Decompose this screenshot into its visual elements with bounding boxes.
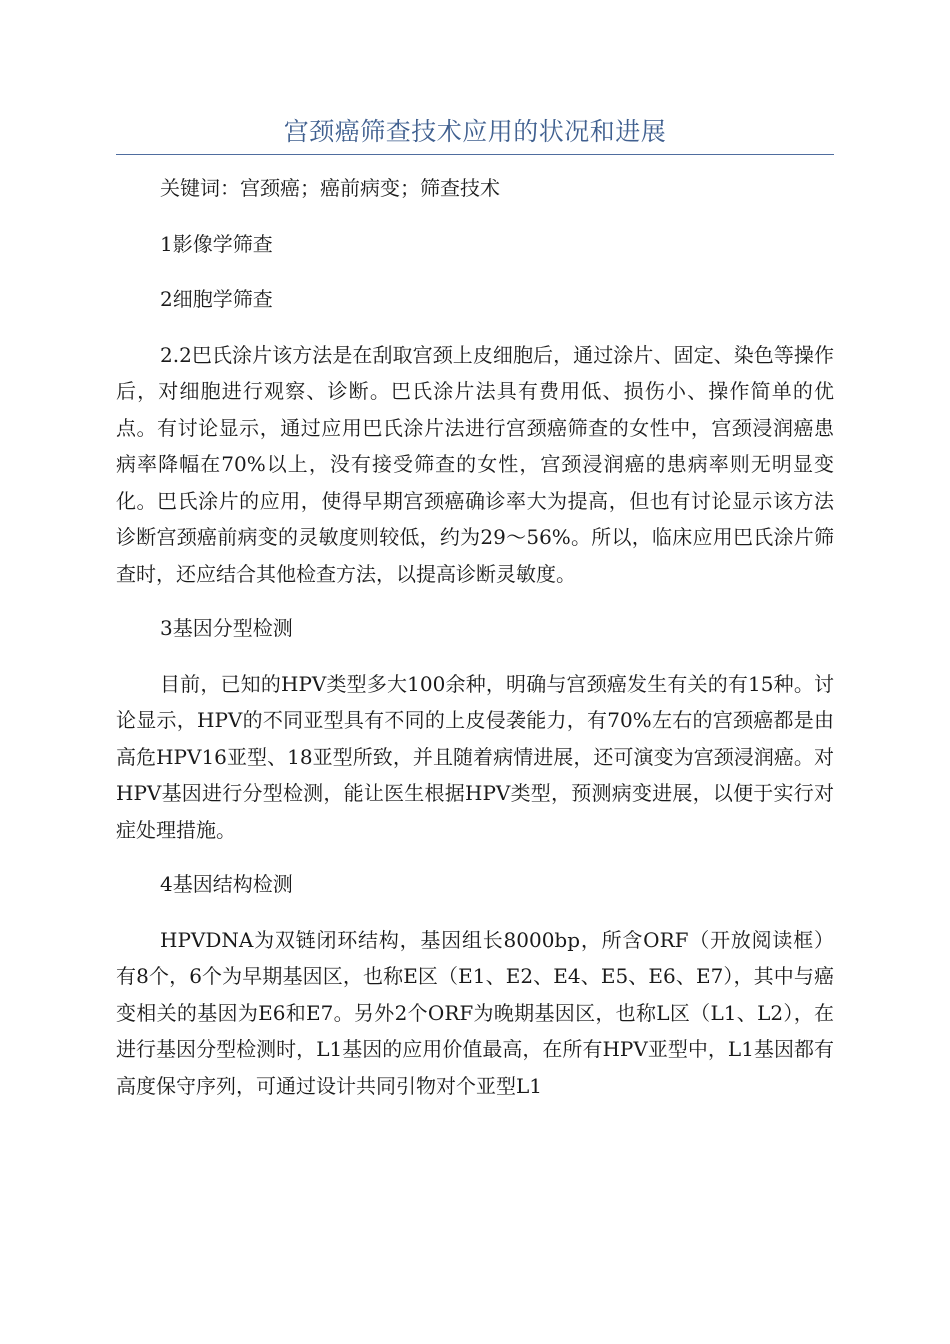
body-paragraph: HPVDNA为双链闭环结构，基因组长8000bp，所含ORF（开放阅读框）有8个，6个为早期基因区，也称E区（E1、E2、E4、E5、E6、E7），其中与癌变相关的基因为E6和E7。另外2个ORF为晚期基因区，也称L区（L1、L2），在进行基因分型检测时，L1基因的应用价值最高，在所有HPV亚型中，L1基因都有高度保守序列，可通过设计共同引物对个亚型L1 [116, 927, 834, 1098]
keywords-line: 关键词：宫颈癌；癌前病变；筛查技术 [160, 176, 500, 200]
section-heading: 4基因结构检测 [160, 872, 293, 896]
body-paragraph: 2.2巴氏涂片该方法是在刮取宫颈上皮细胞后，通过涂片、固定、染色等操作后，对细胞进行观察、诊断。巴氏涂片法具有费用低、损伤小、操作简单的优点。有讨论显示，通过应用巴氏涂片法进行宫颈癌筛查的女性中，宫颈浸润癌患病率降幅在70%以上，没有接受筛查的女性，宫颈浸润癌的患病率则无明显变化。巴氏涂片的应用，使得早期宫颈癌确诊率大为提高，但也有讨论显示该方法诊断宫颈癌前病变的灵敏度则较低，约为29～56%。所以，临床应用巴氏涂片筛查时，还应结合其他检查方法，以提高诊断灵敏度。 [116, 342, 834, 586]
document-title: 宫颈癌筛查技术应用的状况和进展 [283, 117, 667, 146]
title-underline [116, 154, 834, 155]
section-heading: 2细胞学筛查 [160, 287, 273, 311]
document-body [116, 170, 834, 1122]
section-heading: 3基因分型检测 [160, 616, 293, 640]
section-heading: 1影像学筛查 [160, 231, 273, 256]
body-paragraph: 目前，已知的HPV类型多大100余种，明确与宫颈癌发生有关的有15种。讨论显示，HPV的不同亚型具有不同的上皮侵袭能力，有70%左右的宫颈癌都是由高危HPV16亚型、18亚型所致，并且随着病情进展，还可演变为宫颈浸润癌。对HPV基因进行分型检测，能让医生根据HPV类型，预测病变进展，以便于实行对症处理措施。 [116, 671, 834, 842]
